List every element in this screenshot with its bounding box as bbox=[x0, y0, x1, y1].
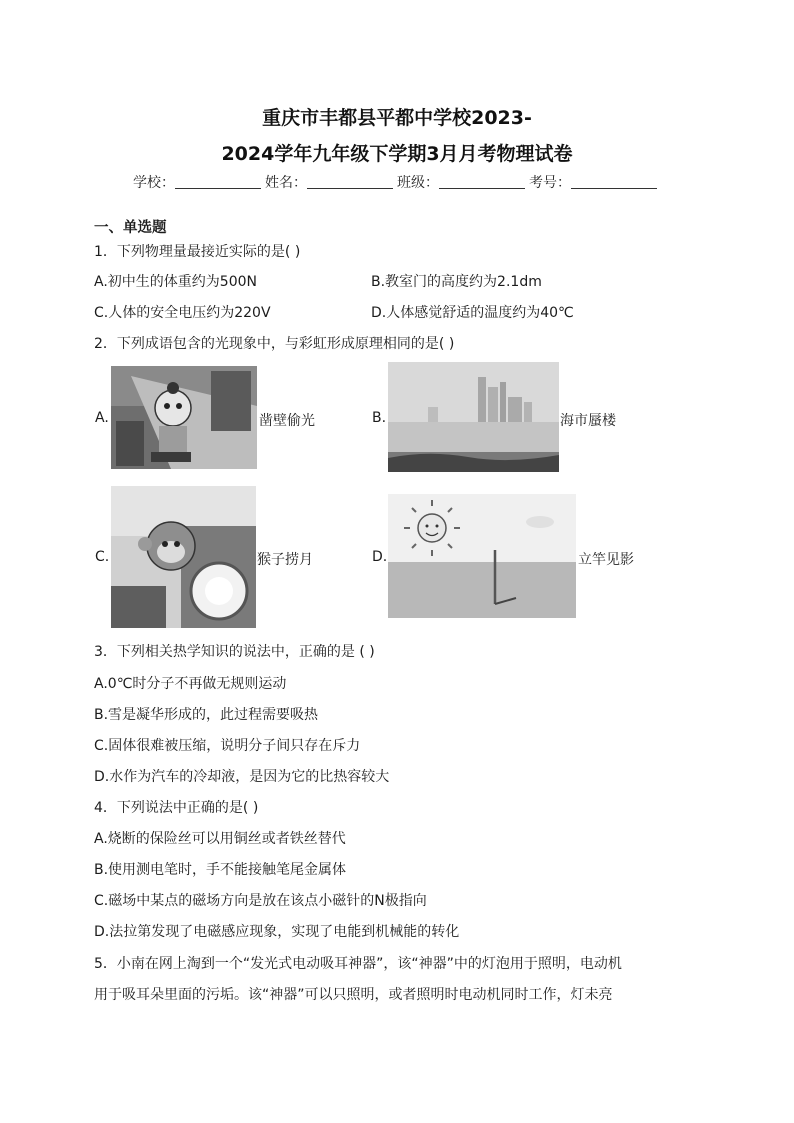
exam-title-line1: 重庆市丰都县平都中学校2023- bbox=[262, 107, 532, 129]
mirage-city-image bbox=[388, 362, 559, 472]
q2-stem: 2．下列成语包含的光现象中，与彩虹形成原理相同的是( ) bbox=[94, 336, 455, 352]
q2-option-d-letter: D. bbox=[372, 549, 388, 565]
q5-line2: 用于吸耳朵里面的污垢。该“神器”可以只照明，或者照明时电动机同时工作，灯未亮 bbox=[94, 987, 613, 1003]
name-blank[interactable] bbox=[307, 174, 393, 189]
name-label: 姓名： bbox=[265, 175, 307, 191]
q5-line1: 5．小南在网上淘到一个“发光式电动吸耳神器”，该“神器”中的灯泡用于照明，电动机 bbox=[94, 956, 622, 972]
q2-option-c-caption: 猴子捞月 bbox=[257, 552, 313, 568]
q1-option-c: C.人体的安全电压约为220V bbox=[94, 305, 271, 321]
q1-option-d: D.人体感觉舒适的温度约为40℃ bbox=[371, 305, 574, 321]
school-label: 学校： bbox=[133, 175, 175, 191]
q2-option-a-letter: A. bbox=[95, 410, 109, 426]
q3-option-d: D.水作为汽车的冷却液，是因为它的比热容较大 bbox=[94, 769, 390, 785]
q3-option-a: A.0℃时分子不再做无规则运动 bbox=[94, 676, 287, 692]
q4-option-a: A.烧断的保险丝可以用铜丝或者铁丝替代 bbox=[94, 831, 346, 847]
q2-option-c-letter: C. bbox=[95, 549, 110, 565]
cartoon-boy-light-image bbox=[111, 366, 257, 469]
q4-stem: 4．下列说法中正确的是( ) bbox=[94, 800, 259, 816]
q1-option-b: B.教室门的高度约为2.1dm bbox=[371, 274, 542, 290]
q4-option-c: C.磁场中某点的磁场方向是放在该点小磁针的N极指向 bbox=[94, 893, 427, 909]
section-title: 一、单选题 bbox=[94, 220, 167, 236]
school-blank[interactable] bbox=[175, 174, 261, 189]
q1-option-a: A.初中生的体重约为500N bbox=[94, 274, 257, 290]
q2-option-a-caption: 凿壁偷光 bbox=[259, 413, 315, 429]
q3-option-b: B.雪是凝华形成的，此过程需要吸热 bbox=[94, 707, 319, 723]
number-blank[interactable] bbox=[571, 174, 657, 189]
q4-option-d: D.法拉第发现了电磁感应现象，实现了电能到机械能的转化 bbox=[94, 924, 460, 940]
monkey-well-image bbox=[111, 486, 256, 628]
class-blank[interactable] bbox=[439, 174, 525, 189]
pole-shadow-sun-image bbox=[388, 494, 576, 618]
q4-option-b: B.使用测电笔时，手不能接触笔尾金属体 bbox=[94, 862, 347, 878]
number-label: 考号： bbox=[529, 175, 571, 191]
exam-title-line2: 2024学年九年级下学期3月月考物理试卷 bbox=[221, 143, 573, 165]
q3-stem: 3．下列相关热学知识的说法中，正确的是 ( ) bbox=[94, 644, 375, 660]
q2-option-d-caption: 立竿见影 bbox=[578, 552, 634, 568]
student-info-row bbox=[0, 172, 794, 192]
class-label: 班级： bbox=[397, 175, 439, 191]
q2-option-b-caption: 海市蜃楼 bbox=[560, 413, 616, 429]
q1-stem: 1．下列物理量最接近实际的是( ) bbox=[94, 244, 301, 260]
q3-option-c: C.固体很难被压缩，说明分子间只存在斥力 bbox=[94, 738, 361, 754]
q2-option-b-letter: B. bbox=[372, 410, 387, 426]
